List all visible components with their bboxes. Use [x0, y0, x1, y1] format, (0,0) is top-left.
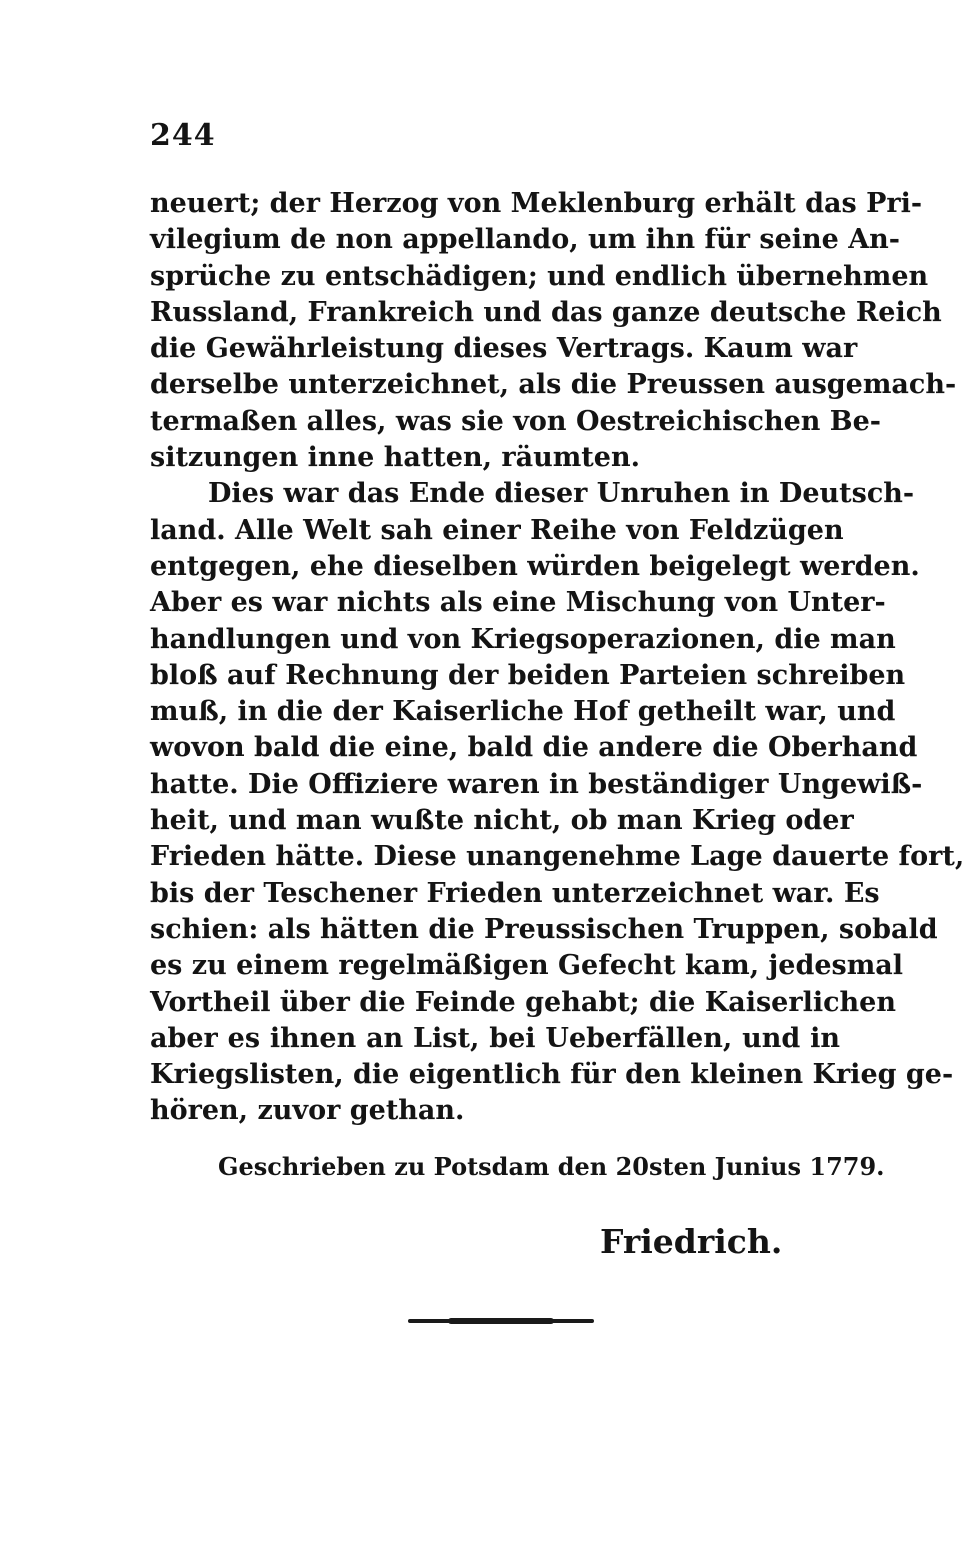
text-line: sprüche zu entschädigen; und endlich übernehmen [150, 260, 929, 292]
paragraph-1 [150, 186, 957, 476]
text-line: bloß auf Rechnung der beiden Parteien schreiben [150, 659, 906, 691]
text-line: entgegen, ehe dieselben würden beigelegt werden. [150, 550, 920, 582]
text-line: es zu einem regelmäßigen Gefecht kam, jedesmal [150, 950, 904, 982]
text-line: Frieden hätte. Diese unangenehme Lage dauerte fort, [150, 841, 964, 873]
text-line: Kriegslisten, die eigentlich für den kleinen Krieg ge- [150, 1059, 954, 1091]
text-line: bis der Teschener Frieden unterzeichnet war. Es [150, 877, 880, 909]
text-line: die Gewährleistung dieses Vertrags. Kaum war [150, 333, 858, 365]
text-line: derselbe unterzeichnet, als die Preussen ausgemach- [150, 369, 957, 401]
text-line: sitzungen inne hatten, räumten. [150, 442, 640, 474]
signature: Friedrich. [600, 1222, 783, 1261]
text-line: Russland, Frankreich und das ganze deutsche Reich [150, 296, 942, 328]
text-line: neuert; der Herzog von Meklenburg erhält das Pri- [150, 188, 923, 219]
text-line: Aber es war nichts als eine Mischung von Unter- [150, 587, 886, 619]
text-line: handlungen und von Kriegsoperazionen, die man [150, 623, 896, 655]
text-line: schien: als hätten die Preussischen Truppen, sobald [150, 913, 938, 945]
paragraph-2 [150, 476, 964, 1129]
text-line: heit, und man wußte nicht, ob man Krieg oder [150, 805, 854, 837]
text-line: Dies war das Ende dieser Unruhen in Deutsch- [208, 478, 915, 510]
text-line: Vortheil über die Feinde gehabt; die Kaiserlichen [150, 986, 896, 1018]
text-line: muß, in die der Kaiserliche Hof getheilt war, und [150, 696, 896, 728]
text-line: hören, zuvor gethan. [150, 1095, 465, 1127]
body-text [150, 186, 964, 1130]
text-line: aber es ihnen an List, bei Ueberfällen, und in [150, 1022, 840, 1054]
text-line: vilegium de non appellando, um ihn für seine An- [150, 224, 901, 256]
dateline: Geschrieben zu Potsdam den 20sten Junius 1779. [218, 1152, 885, 1181]
end-rule-divider [408, 1319, 594, 1323]
text-line: wovon bald die eine, bald die andere die Oberhand [150, 732, 918, 764]
page-number: 244 [150, 118, 216, 153]
text-line: termaßen alles, was sie von Oestreichischen Be- [150, 405, 881, 437]
text-line: hatte. Die Offiziere waren in beständiger Ungewiß- [150, 768, 923, 800]
text-line: land. Alle Welt sah einer Reihe von Feldzügen [150, 514, 844, 546]
